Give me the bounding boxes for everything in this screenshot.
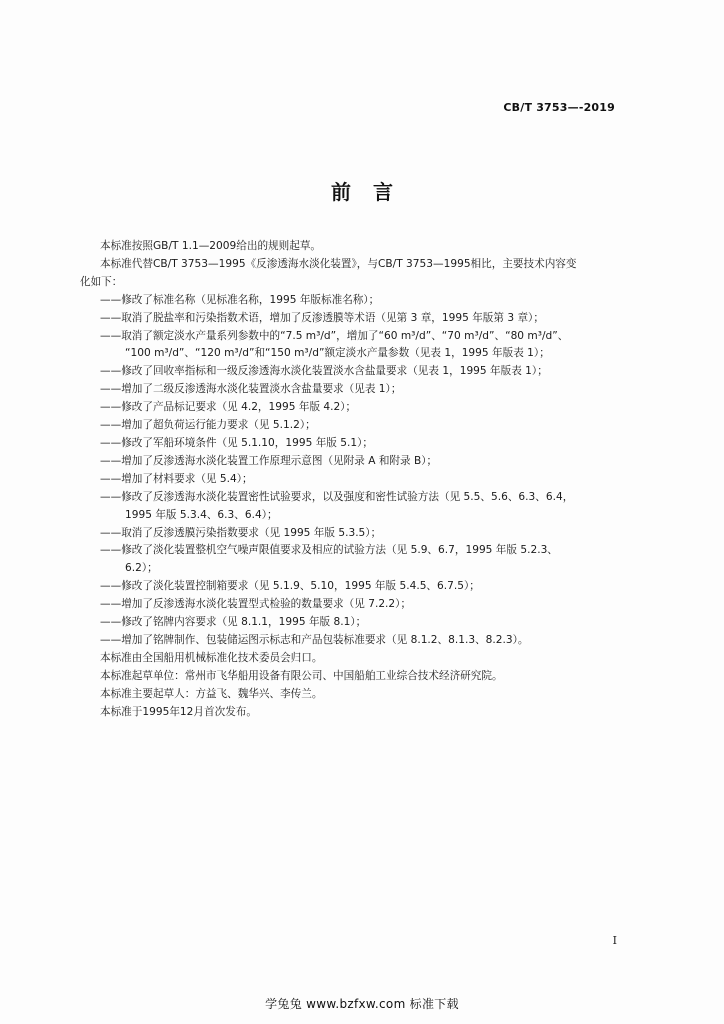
paragraph-drafting-rule: 本标准按照GB/T 1.1—2009给出的规则起草。 [100,240,322,252]
paragraph-drafters: 本标准主要起草人：方益飞、魏华兴、李传兰。 [100,687,323,700]
list-item: ——修改了铭牌内容要求（见 8.1.1，1995 年版 8.1）； [100,616,367,629]
list-item: ——增加了铭牌制作、包装储运图示标志和产品包装标准要求（见 8.1.2、8.1.3、8.2.3）。 [100,633,529,646]
document-body [80,238,620,721]
list-item-continued: 1995 年版 5.3.4、6.3、6.4）； [125,508,278,521]
watermark-footer: 学兔兔 www.bzfxw.com 标准下载 [265,997,459,1011]
list-item: ——修改了淡化装置控制箱要求（见 5.1.9、5.10，1995 年版 5.4.5、6.7.5）； [100,580,480,593]
paragraph-replacement-continued: 化如下： [80,275,123,288]
list-item: ——取消了脱盐率和污染指数术语，增加了反渗透膜等术语（见第 3 章，1995 年版第 3 章）； [100,311,544,324]
paragraph-drafting-units: 本标准起草单位：常州市飞华船用设备有限公司、中国船舶工业综合技术经济研究院。 [100,669,503,682]
standard-number: CB/T 3753—-2019 [503,101,615,114]
list-item: ——修改了回收率指标和一级反渗透海水淡化装置淡水含盐量要求（见表 1，1995 年版表 1）； [100,365,548,378]
change-list [80,292,620,650]
list-item: ——增加了超负荷运行能力要求（见 5.1.2）； [100,419,316,432]
list-item-continued: 6.2）； [125,562,158,575]
paragraph-replacement: 本标准代替CB/T 3753—1995《反渗透海水淡化装置》，与CB/T 3753—1995相比，主要技术内容变 [100,257,577,270]
paragraph-responsible-committee: 本标准由全国船用机械标准化技术委员会归口。 [100,651,323,664]
list-item: ——修改了淡化装置整机空气噪声限值要求及相应的试验方法（见 5.9、6.7，1995 年版 5.2.3、 [100,544,558,557]
page-number: I [612,934,617,947]
list-item: ——修改了标准名称（见标准名称，1995 年版标准名称）； [100,293,380,306]
list-item: ——修改了反渗透海水淡化装置密性试验要求，以及强度和密性试验方法（见 5.5、5.6、6.3、6.4， [100,490,574,503]
list-item: ——增加了材料要求（见 5.4）； [100,472,253,485]
list-item: ——增加了二级反渗透海水淡化装置淡水含盐量要求（见表 1）； [100,383,402,396]
list-item: ——取消了反渗透膜污染指数要求（见 1995 年版 5.3.5）； [100,526,382,539]
list-item: ——取消了额定淡水产量系列参数中的“7.5 m³/d”，增加了“60 m³/d”、“70 m³/d”、“80 m³/d”、 [100,329,569,342]
list-item: ——增加了反渗透海水淡化装置型式检验的数量要求（见 7.2.2）； [100,598,412,611]
page-title: 前言 [331,180,415,204]
list-item: ——修改了产品标记要求（见 4.2，1995 年版 4.2）； [100,401,357,414]
list-item-continued: “100 m³/d”、“120 m³/d”和“150 m³/d”额定淡水产量参数（见表 1，1995 年版表 1）； [125,347,550,360]
paragraph-first-release: 本标准于1995年12月首次发布。 [100,705,257,718]
list-item: ——修改了军船环境条件（见 5.1.10，1995 年版 5.1）； [100,436,373,449]
list-item: ——增加了反渗透海水淡化装置工作原理示意图（见附录 A 和附录 B）； [100,454,438,467]
